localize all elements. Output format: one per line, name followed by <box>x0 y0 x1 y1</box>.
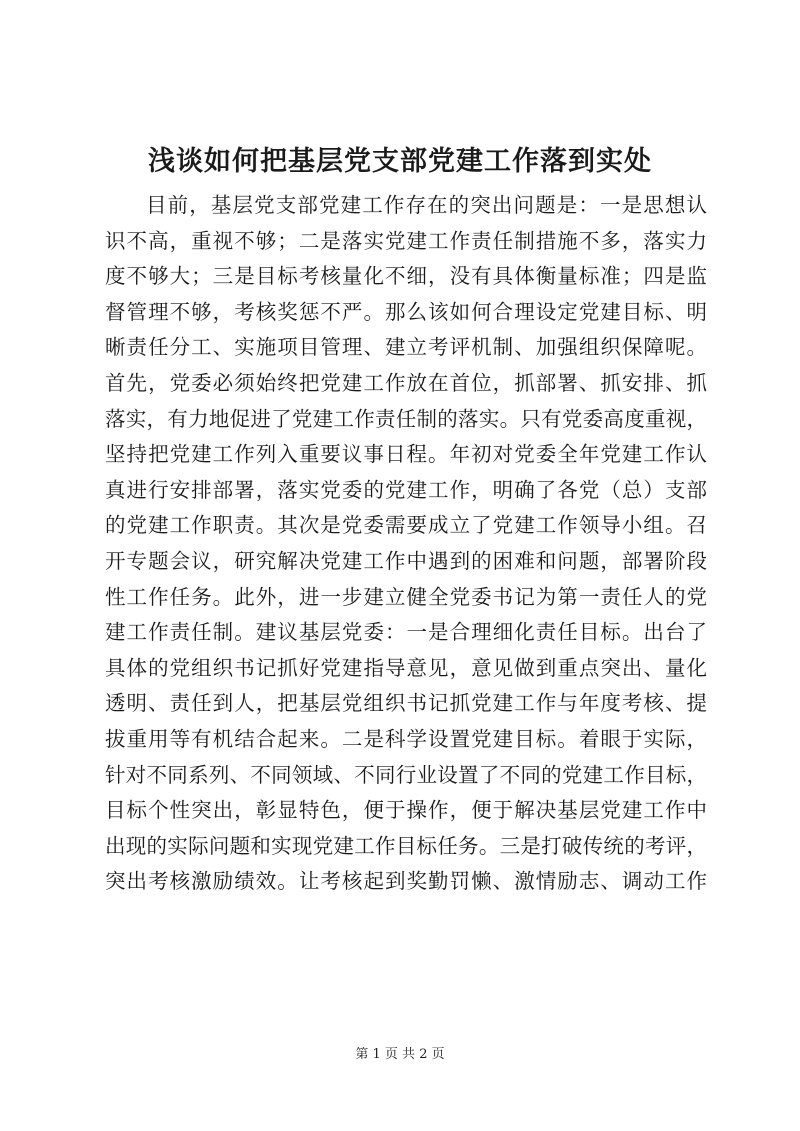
body-line: 开专题会议，研究解决党建工作中遇到的困难和问题，部署阶段 <box>105 548 707 573</box>
body-line: 目前，基层党支部党建工作存在的突出问题是：一是思想认 <box>146 193 707 217</box>
body-line: 出现的实际问题和实现党建工作目标任务。三是打破传统的考评， <box>105 833 707 858</box>
body-line: 目标个性突出，彰显特色，便于操作，便于解决基层党建工作中 <box>105 798 707 823</box>
body-line: 透明、责任到人，把基层党组织书记抓党建工作与年度考核、提 <box>105 691 707 716</box>
body-line: 落实，有力地促进了党建工作责任制的落实。只有党委高度重视， <box>105 406 707 431</box>
body-line: 度不够大；三是目标考核量化不细，没有具体衡量标准；四是监 <box>105 264 707 289</box>
body-line: 晰责任分工、实施项目管理、建立考评机制、加强组织保障呢。 <box>105 335 707 360</box>
body-line: 建工作责任制。建议基层党委：一是合理细化责任目标。出台了 <box>105 620 707 645</box>
body-line: 突出考核激励绩效。让考核起到奖勤罚懒、激情励志、调动工作 <box>105 869 707 894</box>
body-line: 首先，党委必须始终把党建工作放在首位，抓部署、抓安排、抓 <box>105 370 707 395</box>
page-number-footer: 第 1 页 共 2 页 <box>355 1047 445 1062</box>
body-line: 针对不同系列、不同领域、不同行业设置了不同的党建工作目标， <box>105 762 707 787</box>
document-title: 浅谈如何把基层党支部党建工作落到实处 <box>148 146 652 177</box>
body-line: 督管理不够，考核奖惩不严。那么该如何合理设定党建目标、明 <box>105 299 707 324</box>
body-line: 性工作任务。此外，进一步建立健全党委书记为第一责任人的党 <box>105 584 707 609</box>
body-line: 具体的党组织书记抓好党建指导意见，意见做到重点突出、量化 <box>105 655 707 680</box>
body-line: 坚持把党建工作列入重要议事日程。年初对党委全年党建工作认 <box>105 442 707 467</box>
body-line: 的党建工作职责。其次是党委需要成立了党建工作领导小组。召 <box>105 513 707 538</box>
body-line: 真进行安排部署，落实党委的党建工作，明确了各党（总）支部 <box>105 477 707 502</box>
body-line: 识不高，重视不够；二是落实党建工作责任制措施不多，落实力 <box>105 228 707 253</box>
body-line: 拔重用等有机结合起来。二是科学设置党建目标。着眼于实际， <box>105 726 707 751</box>
document-body <box>105 188 707 900</box>
